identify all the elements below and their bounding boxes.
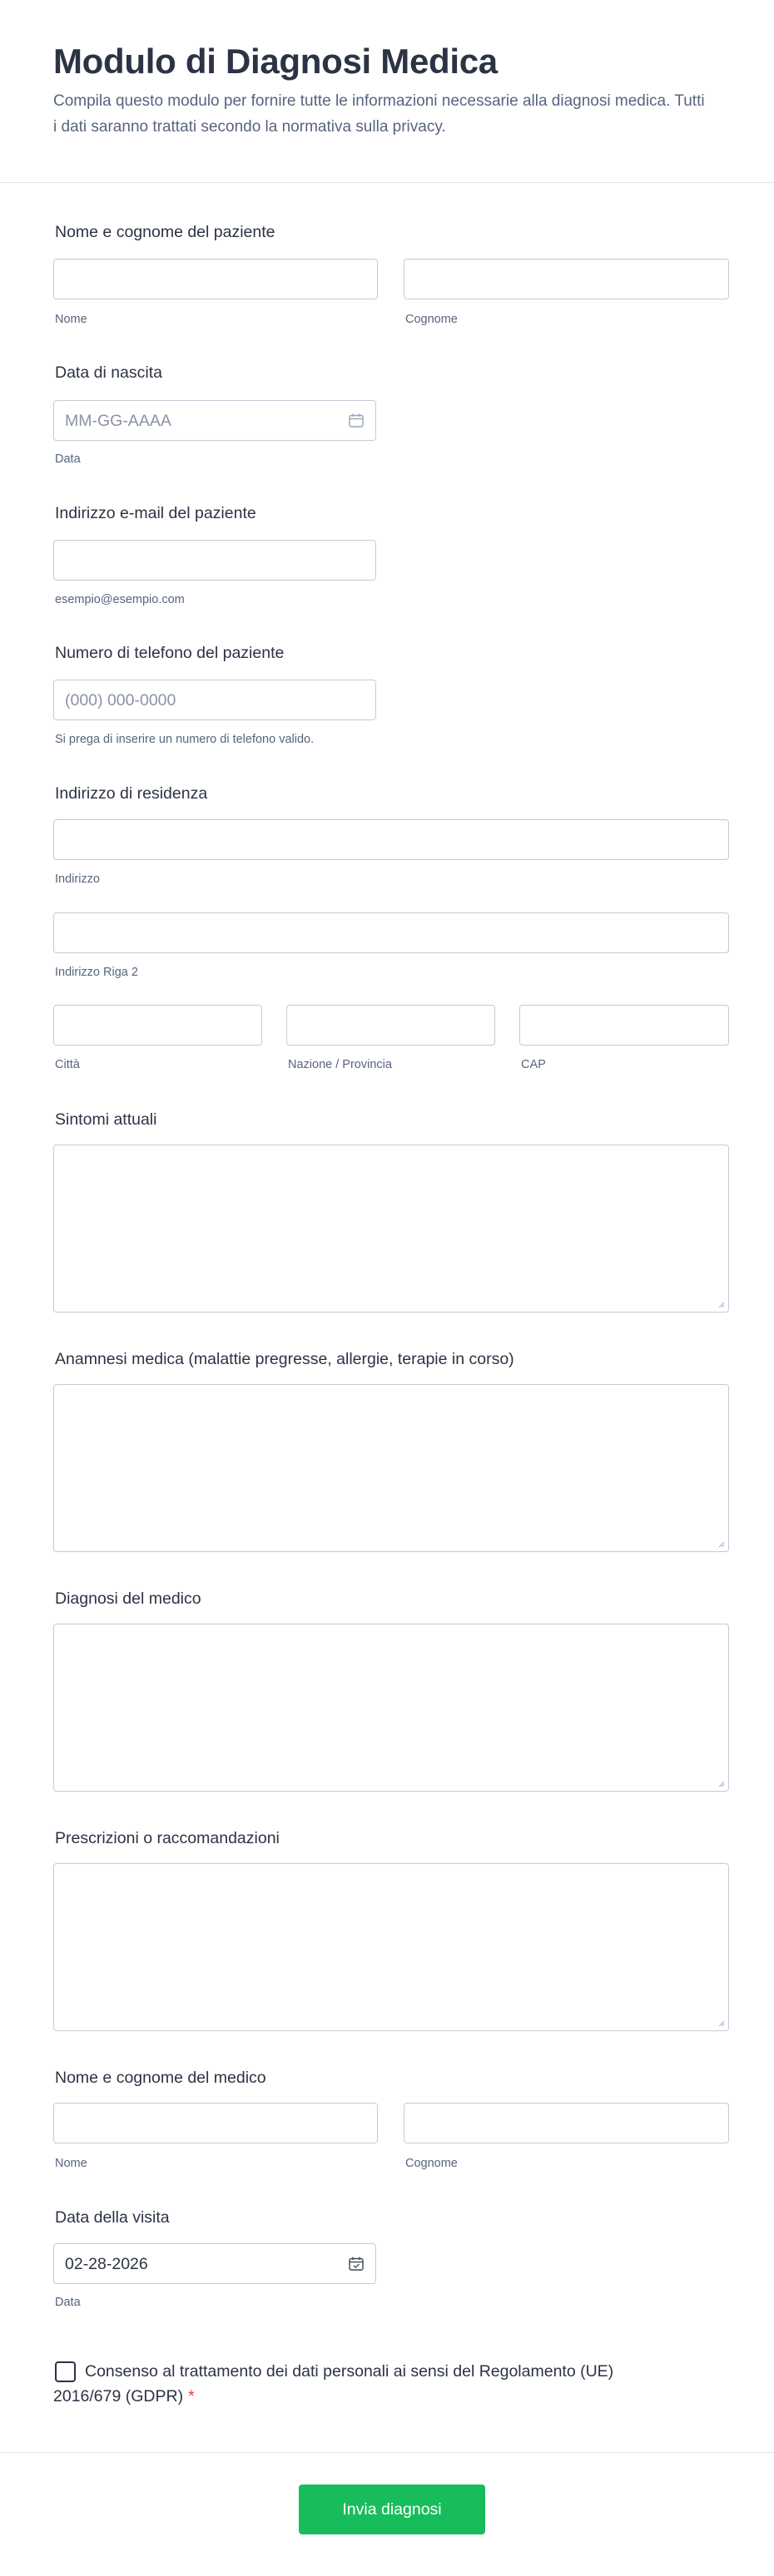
phone-placeholder: (000) 000-0000 (65, 691, 176, 710)
birth-date-placeholder: MM-GG-AAAA (65, 412, 171, 430)
form-header (0, 0, 774, 183)
patient-name-label: Nome e cognome del paziente (55, 223, 275, 241)
doctor-last-name-sublabel: Cognome (405, 2157, 458, 2170)
phone-input[interactable] (53, 680, 376, 720)
patient-first-name-sublabel: Nome (55, 313, 87, 326)
calendar-icon[interactable] (349, 2257, 364, 2271)
address-line2-sublabel: Indirizzo Riga 2 (55, 966, 138, 979)
patient-last-name-sublabel: Cognome (405, 313, 458, 326)
visit-date-label: Data della visita (55, 2208, 170, 2227)
email-input[interactable] (53, 540, 376, 581)
consent-label (53, 2359, 636, 2409)
form-description: Compila questo modulo per fornire tutte le informazioni necessarie alla diagnosi medica. Tutti i dati saranno trattati secondo la normativa sulla privacy. (53, 92, 705, 136)
resize-grip-icon[interactable] (717, 1779, 725, 1787)
city-sublabel: Città (55, 1058, 80, 1071)
phone-sublabel: Si prega di inserire un numero di telefono valido. (55, 733, 315, 746)
diagnosis-textarea[interactable] (53, 1624, 729, 1792)
symptoms-label: Sintomi attuali (55, 1110, 157, 1129)
birth-date-label: Data di nascita (55, 363, 162, 382)
address-label: Indirizzo di residenza (55, 784, 208, 803)
calendar-icon[interactable] (349, 413, 364, 428)
prescriptions-label: Prescrizioni o raccomandazioni (55, 1829, 280, 1847)
required-mark: * (188, 2387, 195, 2405)
address-line1-sublabel: Indirizzo (55, 873, 100, 886)
birth-date-sublabel: Data (55, 452, 81, 466)
submit-button[interactable]: Invia diagnosi (299, 2485, 485, 2534)
history-label: Anamnesi medica (malattie pregresse, allergie, terapie in corso) (55, 1350, 514, 1368)
email-sublabel: esempio@esempio.com (55, 593, 185, 606)
patient-first-name-input[interactable] (53, 259, 378, 299)
city-input[interactable] (53, 1005, 262, 1046)
prescriptions-textarea[interactable] (53, 1863, 729, 2031)
birth-date-input[interactable] (53, 400, 376, 441)
zip-input[interactable] (519, 1005, 729, 1046)
phone-label: Numero di telefono del paziente (55, 644, 285, 662)
page-title: Modulo di Diagnosi Medica (53, 42, 498, 81)
province-sublabel: Nazione / Provincia (288, 1058, 392, 1071)
visit-date-input[interactable] (53, 2243, 376, 2284)
email-label: Indirizzo e-mail del paziente (55, 504, 256, 522)
doctor-last-name-input[interactable] (404, 2103, 729, 2143)
footer-divider (0, 2452, 774, 2453)
diagnosis-label: Diagnosi del medico (55, 1590, 201, 1608)
resize-grip-icon[interactable] (717, 2019, 725, 2027)
zip-sublabel: CAP (521, 1058, 546, 1071)
visit-date-value: 02-28-2026 (65, 2255, 148, 2273)
address-line2-input[interactable] (53, 912, 729, 953)
consent-text: Consenso al trattamento dei dati personali ai sensi del Regolamento (UE) 2016/679 (GDPR) (53, 2362, 614, 2405)
doctor-name-label: Nome e cognome del medico (55, 2069, 266, 2087)
doctor-first-name-input[interactable] (53, 2103, 378, 2143)
address-line1-input[interactable] (53, 819, 729, 860)
symptoms-textarea[interactable] (53, 1145, 729, 1313)
resize-grip-icon[interactable] (717, 1300, 725, 1308)
visit-date-sublabel: Data (55, 2296, 81, 2309)
doctor-first-name-sublabel: Nome (55, 2157, 87, 2170)
resize-grip-icon[interactable] (717, 1540, 725, 1548)
patient-last-name-input[interactable] (404, 259, 729, 299)
history-textarea[interactable] (53, 1384, 729, 1552)
province-input[interactable] (286, 1005, 495, 1046)
